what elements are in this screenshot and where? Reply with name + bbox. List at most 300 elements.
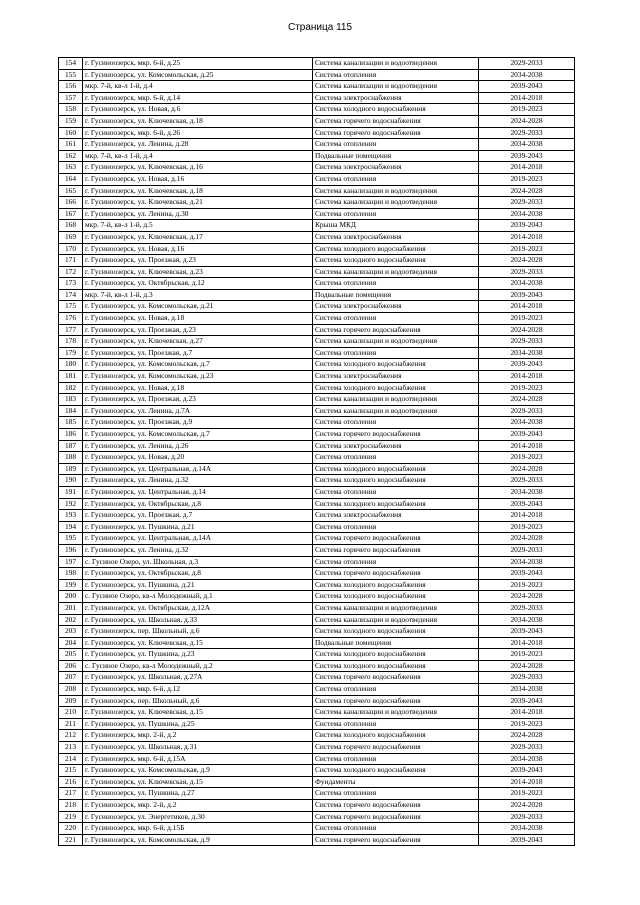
address-cell: г. Гусиноозерск, ул. Центральная, д.14А [83, 463, 313, 475]
table-row [59, 104, 575, 116]
system-cell: Система канализации и водоотведения [313, 405, 479, 417]
system-cell: Система электроснабжения [313, 510, 479, 522]
address-cell: г. Гусиноозерск, ул. Проезжая, д.23 [83, 255, 313, 267]
row-number-cell: 189 [59, 463, 83, 475]
repair-schedule-table [58, 57, 575, 846]
period-cell: 2039-2043 [479, 359, 575, 371]
address-cell: г. Гусиноозерск, ул. Школьная, д.27А [83, 672, 313, 684]
system-cell: Подвальные помещения [313, 150, 479, 162]
address-cell: г. Гусиноозерск, ул. Комсомольская, д.23 [83, 371, 313, 383]
system-cell: Система отопления [313, 486, 479, 498]
address-cell: г. Гусиноозерск, ул. Центральная, д.14 [83, 486, 313, 498]
row-number-cell: 174 [59, 289, 83, 301]
row-number-cell: 209 [59, 695, 83, 707]
period-cell: 2034-2038 [479, 486, 575, 498]
address-cell: г. Гусиноозерск, ул. Ключевская, д.27 [83, 336, 313, 348]
row-number-cell: 192 [59, 498, 83, 510]
row-number-cell: 186 [59, 429, 83, 441]
address-cell: г. Гусиноозерск, ул. Ключевская, д.15 [83, 637, 313, 649]
period-cell: 2029-2033 [479, 197, 575, 209]
system-cell: Система электроснабжения [313, 301, 479, 313]
system-cell: Система холодного водоснабжения [313, 591, 479, 603]
address-cell: г. Гусиноозерск, ул. Ключевская, д.15 [83, 776, 313, 788]
address-cell: г. Гусиноозерск, ул. Октябрьская, д.8 [83, 498, 313, 510]
address-cell: г. Гусиноозерск, мкр. 6-й, д.12 [83, 684, 313, 696]
row-number-cell: 187 [59, 440, 83, 452]
table-row [59, 139, 575, 151]
table-row [59, 765, 575, 777]
system-cell: Система электроснабжения [313, 440, 479, 452]
table-row [59, 301, 575, 313]
period-cell: 2034-2038 [479, 139, 575, 151]
row-number-cell: 181 [59, 371, 83, 383]
address-cell: мкр. 7-й, кв-л 1-й, д.3 [83, 289, 313, 301]
address-cell: г. Гусиноозерск, ул. Ленина, д.7А [83, 405, 313, 417]
table-row [59, 347, 575, 359]
period-cell: 2029-2033 [479, 602, 575, 614]
row-number-cell: 211 [59, 718, 83, 730]
period-cell: 2029-2033 [479, 811, 575, 823]
row-number-cell: 215 [59, 765, 83, 777]
row-number-cell: 173 [59, 278, 83, 290]
row-number-cell: 179 [59, 347, 83, 359]
system-cell: Подвальные помещения [313, 637, 479, 649]
system-cell: Система отопления [313, 521, 479, 533]
system-cell: Система отопления [313, 417, 479, 429]
address-cell: г. Гусиноозерск, ул. Ключевская, д.18 [83, 115, 313, 127]
table-row [59, 684, 575, 696]
table-row [59, 185, 575, 197]
table-row [59, 173, 575, 185]
row-number-cell: 190 [59, 475, 83, 487]
period-cell: 2039-2043 [479, 429, 575, 441]
system-cell: Система электроснабжения [313, 371, 479, 383]
row-number-cell: 202 [59, 614, 83, 626]
period-cell: 2029-2033 [479, 266, 575, 278]
row-number-cell: 164 [59, 173, 83, 185]
period-cell: 2024-2028 [479, 591, 575, 603]
address-cell: г. Гусиноозерск, ул. Пушкина, д.21 [83, 579, 313, 591]
period-cell: 2014-2018 [479, 162, 575, 174]
row-number-cell: 166 [59, 197, 83, 209]
system-cell: Система горячего водоснабжения [313, 324, 479, 336]
system-cell: Система горячего водоснабжения [313, 544, 479, 556]
address-cell: г. Гусиноозерск, ул. Ленина, д.30 [83, 208, 313, 220]
address-cell: г. Гусиноозерск, ул. Новая, д.16 [83, 173, 313, 185]
address-cell: г. Гусиноозерск, ул. Школьная, д.33 [83, 614, 313, 626]
row-number-cell: 154 [59, 58, 83, 70]
period-cell: 2029-2033 [479, 544, 575, 556]
address-cell: г. Гусиноозерск, ул. Пушкина, д.23 [83, 649, 313, 661]
address-cell: г. Гусиноозерск, ул. Ключевская, д.21 [83, 197, 313, 209]
period-cell: 2034-2038 [479, 417, 575, 429]
system-cell: Система холодного водоснабжения [313, 765, 479, 777]
address-cell: г. Гусиноозерск, ул. Октябрьская, д.12А [83, 602, 313, 614]
period-cell: 2019-2023 [479, 382, 575, 394]
row-number-cell: 162 [59, 150, 83, 162]
period-cell: 2024-2028 [479, 185, 575, 197]
period-cell: 2039-2043 [479, 81, 575, 93]
period-cell: 2039-2043 [479, 498, 575, 510]
table-row [59, 69, 575, 81]
table-row [59, 197, 575, 209]
row-number-cell: 213 [59, 742, 83, 754]
address-cell: г. Гусиноозерск, ул. Пушкина, д.27 [83, 788, 313, 800]
table-row [59, 788, 575, 800]
row-number-cell: 201 [59, 602, 83, 614]
row-number-cell: 160 [59, 127, 83, 139]
table-row [59, 266, 575, 278]
row-number-cell: 169 [59, 231, 83, 243]
period-cell: 2024-2028 [479, 533, 575, 545]
table-row [59, 660, 575, 672]
row-number-cell: 217 [59, 788, 83, 800]
address-cell: г. Гусиноозерск, ул. Октябрьская, д.12 [83, 278, 313, 290]
row-number-cell: 170 [59, 243, 83, 255]
period-cell: 2024-2028 [479, 324, 575, 336]
table-row [59, 614, 575, 626]
table-row [59, 568, 575, 580]
system-cell: Система канализации и водоотведения [313, 602, 479, 614]
period-cell: 2019-2023 [479, 104, 575, 116]
system-cell: Подвальные помещения [313, 289, 479, 301]
table-row [59, 834, 575, 846]
table-row [59, 486, 575, 498]
table-row [59, 278, 575, 290]
address-cell: г. Гусиноозерск, пер. Школьный, д.6 [83, 626, 313, 638]
system-cell: Система электроснабжения [313, 231, 479, 243]
address-cell: г. Гусиноозерск, ул. Комсомольская, д.9 [83, 834, 313, 846]
period-cell: 2019-2023 [479, 649, 575, 661]
row-number-cell: 182 [59, 382, 83, 394]
address-cell: г. Гусиноозерск, мкр. 2-й, д.2 [83, 800, 313, 812]
address-cell: г. Гусиноозерск, мкр. 6-й, д.15Б [83, 823, 313, 835]
period-cell: 2034-2038 [479, 753, 575, 765]
period-cell: 2034-2038 [479, 684, 575, 696]
table-row [59, 707, 575, 719]
row-number-cell: 158 [59, 104, 83, 116]
address-cell: г. Гусиноозерск, ул. Новая, д.18 [83, 382, 313, 394]
system-cell: Система отопления [313, 556, 479, 568]
address-cell: г. Гусиноозерск, ул. Ленина, д.26 [83, 440, 313, 452]
system-cell: Система канализации и водоотведения [313, 197, 479, 209]
row-number-cell: 178 [59, 336, 83, 348]
system-cell: Система горячего водоснабжения [313, 742, 479, 754]
system-cell: Система холодного водоснабжения [313, 359, 479, 371]
table-row [59, 359, 575, 371]
period-cell: 2034-2038 [479, 556, 575, 568]
row-number-cell: 200 [59, 591, 83, 603]
system-cell: Система канализации и водоотведения [313, 185, 479, 197]
system-cell: Система отопления [313, 313, 479, 325]
address-cell: г. Гусиноозерск, ул. Проезжая, д.23 [83, 394, 313, 406]
system-cell: Фундаменты [313, 776, 479, 788]
system-cell: Система холодного водоснабжения [313, 649, 479, 661]
period-cell: 2019-2023 [479, 718, 575, 730]
system-cell: Система отопления [313, 788, 479, 800]
system-cell: Система горячего водоснабжения [313, 533, 479, 545]
table-row [59, 92, 575, 104]
row-number-cell: 177 [59, 324, 83, 336]
system-cell: Система канализации и водоотведения [313, 336, 479, 348]
address-cell: г. Гусиноозерск, ул. Комсомольская, д.7 [83, 359, 313, 371]
address-cell: мкр. 7-й, кв-л 1-й, д.5 [83, 220, 313, 232]
system-cell: Система холодного водоснабжения [313, 255, 479, 267]
table-row [59, 394, 575, 406]
table-row [59, 672, 575, 684]
period-cell: 2019-2023 [479, 243, 575, 255]
address-cell: г. Гусиноозерск, ул. Комсомольская, д.9 [83, 765, 313, 777]
system-cell: Система отопления [313, 823, 479, 835]
period-cell: 2039-2043 [479, 695, 575, 707]
row-number-cell: 221 [59, 834, 83, 846]
table-row [59, 208, 575, 220]
period-cell: 2039-2043 [479, 834, 575, 846]
address-cell: г. Гусиноозерск, ул. Энергетиков, д.30 [83, 811, 313, 823]
table-row [59, 556, 575, 568]
address-cell: г. Гусиноозерск, мкр. 6-й, д.26 [83, 127, 313, 139]
system-cell: Система холодного водоснабжения [313, 626, 479, 638]
table-row [59, 695, 575, 707]
address-cell: г. Гусиноозерск, ул. Ленина, д.32 [83, 544, 313, 556]
period-cell: 2024-2028 [479, 463, 575, 475]
address-cell: г. Гусиноозерск, ул. Новая, д.16 [83, 243, 313, 255]
table-row [59, 313, 575, 325]
address-cell: г. Гусиноозерск, мкр. 2-й, д.2 [83, 730, 313, 742]
system-cell: Система холодного водоснабжения [313, 475, 479, 487]
period-cell: 2014-2018 [479, 440, 575, 452]
table-row [59, 440, 575, 452]
row-number-cell: 214 [59, 753, 83, 765]
period-cell: 2034-2038 [479, 347, 575, 359]
system-cell: Система горячего водоснабжения [313, 568, 479, 580]
address-cell: г. Гусиноозерск, ул. Проезжая, д.23 [83, 324, 313, 336]
period-cell: 2019-2023 [479, 452, 575, 464]
table-row [59, 336, 575, 348]
period-cell: 2024-2028 [479, 800, 575, 812]
period-cell: 2014-2018 [479, 776, 575, 788]
period-cell: 2034-2038 [479, 614, 575, 626]
system-cell: Система горячего водоснабжения [313, 672, 479, 684]
address-cell: г. Гусиноозерск, ул. Ключевская, д.23 [83, 266, 313, 278]
system-cell: Система холодного водоснабжения [313, 730, 479, 742]
address-cell: мкр. 7-й, кв-л 1-й, д.4 [83, 150, 313, 162]
address-cell: г. Гусиноозерск, ул. Проезжая, д.9 [83, 417, 313, 429]
system-cell: Система канализации и водоотведения [313, 707, 479, 719]
row-number-cell: 172 [59, 266, 83, 278]
system-cell: Крыша МКД [313, 220, 479, 232]
row-number-cell: 204 [59, 637, 83, 649]
period-cell: 2029-2033 [479, 127, 575, 139]
address-cell: г. Гусиноозерск, пер. Школьный, д.6 [83, 695, 313, 707]
system-cell: Система горячего водоснабжения [313, 429, 479, 441]
address-cell: г. Гусиноозерск, ул. Ключевская, д.16 [83, 162, 313, 174]
system-cell: Система холодного водоснабжения [313, 243, 479, 255]
period-cell: 2019-2023 [479, 313, 575, 325]
period-cell: 2034-2038 [479, 208, 575, 220]
address-cell: с. Гусиное Озеро, кв-л Молодежный, д.1 [83, 591, 313, 603]
address-cell: г. Гусиноозерск, ул. Центральная, д.14А [83, 533, 313, 545]
system-cell: Система горячего водоснабжения [313, 800, 479, 812]
table-row [59, 753, 575, 765]
system-cell: Система холодного водоснабжения [313, 463, 479, 475]
row-number-cell: 155 [59, 69, 83, 81]
row-number-cell: 157 [59, 92, 83, 104]
period-cell: 2039-2043 [479, 626, 575, 638]
row-number-cell: 197 [59, 556, 83, 568]
table-row [59, 162, 575, 174]
address-cell: с. Гусиное Озеро, кв-л Молодежный, д.2 [83, 660, 313, 672]
system-cell: Система горячего водоснабжения [313, 127, 479, 139]
row-number-cell: 176 [59, 313, 83, 325]
table-row [59, 382, 575, 394]
row-number-cell: 163 [59, 162, 83, 174]
period-cell: 2024-2028 [479, 660, 575, 672]
row-number-cell: 206 [59, 660, 83, 672]
period-cell: 2024-2028 [479, 255, 575, 267]
address-cell: г. Гусиноозерск, ул. Комсомольская, д.21 [83, 301, 313, 313]
period-cell: 2039-2043 [479, 289, 575, 301]
address-cell: г. Гусиноозерск, мкр. 6-й, д.15А [83, 753, 313, 765]
address-cell: мкр. 7-й, кв-л 1-й, д.4 [83, 81, 313, 93]
system-cell: Система отопления [313, 278, 479, 290]
period-cell: 2029-2033 [479, 672, 575, 684]
address-cell: с. Гусиное Озеро, ул. Школьная, д.3 [83, 556, 313, 568]
system-cell: Система холодного водоснабжения [313, 382, 479, 394]
table-row [59, 533, 575, 545]
system-cell: Система отопления [313, 69, 479, 81]
table-row [59, 637, 575, 649]
address-cell: г. Гусиноозерск, ул. Проезжая, д.7 [83, 510, 313, 522]
system-cell: Система канализации и водоотведения [313, 266, 479, 278]
system-cell: Система отопления [313, 753, 479, 765]
period-cell: 2014-2018 [479, 707, 575, 719]
period-cell: 2029-2033 [479, 336, 575, 348]
table-row [59, 626, 575, 638]
table-row [59, 452, 575, 464]
period-cell: 2019-2023 [479, 788, 575, 800]
period-cell: 2034-2038 [479, 278, 575, 290]
table-row [59, 602, 575, 614]
table-row [59, 324, 575, 336]
period-cell: 2014-2018 [479, 510, 575, 522]
row-number-cell: 196 [59, 544, 83, 556]
table-row [59, 730, 575, 742]
row-number-cell: 198 [59, 568, 83, 580]
period-cell: 2014-2018 [479, 92, 575, 104]
row-number-cell: 208 [59, 684, 83, 696]
system-cell: Система канализации и водоотведения [313, 394, 479, 406]
period-cell: 2014-2018 [479, 301, 575, 313]
period-cell: 2024-2028 [479, 394, 575, 406]
row-number-cell: 207 [59, 672, 83, 684]
period-cell: 2039-2043 [479, 150, 575, 162]
address-cell: г. Гусиноозерск, ул. Октябрьская, д.8 [83, 568, 313, 580]
row-number-cell: 175 [59, 301, 83, 313]
row-number-cell: 168 [59, 220, 83, 232]
period-cell: 2029-2033 [479, 742, 575, 754]
table-row [59, 150, 575, 162]
system-cell: Система отопления [313, 208, 479, 220]
system-cell: Система отопления [313, 684, 479, 696]
table-row [59, 649, 575, 661]
table-row [59, 544, 575, 556]
table-row [59, 220, 575, 232]
address-cell: г. Гусиноозерск, ул. Ключевская, д.15 [83, 707, 313, 719]
system-cell: Система холодного водоснабжения [313, 660, 479, 672]
system-cell: Система горячего водоснабжения [313, 695, 479, 707]
table-row [59, 498, 575, 510]
row-number-cell: 183 [59, 394, 83, 406]
table-row [59, 81, 575, 93]
system-cell: Система канализации и водоотведения [313, 81, 479, 93]
period-cell: 2029-2033 [479, 405, 575, 417]
row-number-cell: 185 [59, 417, 83, 429]
period-cell: 2014-2018 [479, 371, 575, 383]
system-cell: Система горячего водоснабжения [313, 811, 479, 823]
table-row [59, 475, 575, 487]
row-number-cell: 184 [59, 405, 83, 417]
period-cell: 2039-2043 [479, 220, 575, 232]
address-cell: г. Гусиноозерск, ул. Новая, д.18 [83, 313, 313, 325]
system-cell: Система горячего водоснабжения [313, 115, 479, 127]
page-header: Страница 115 [287, 22, 353, 33]
table-row [59, 811, 575, 823]
system-cell: Система горячего водоснабжения [313, 834, 479, 846]
period-cell: 2034-2038 [479, 823, 575, 835]
address-cell: г. Гусиноозерск, ул. Ленина, д.28 [83, 139, 313, 151]
table-row [59, 417, 575, 429]
address-cell: г. Гусиноозерск, ул. Ленина, д.32 [83, 475, 313, 487]
row-number-cell: 219 [59, 811, 83, 823]
row-number-cell: 156 [59, 81, 83, 93]
period-cell: 2029-2033 [479, 58, 575, 70]
table-row [59, 243, 575, 255]
table-row [59, 823, 575, 835]
system-cell: Система отопления [313, 173, 479, 185]
address-cell: г. Гусиноозерск, ул. Комсомольская, д.7 [83, 429, 313, 441]
row-number-cell: 165 [59, 185, 83, 197]
row-number-cell: 167 [59, 208, 83, 220]
address-cell: г. Гусиноозерск, ул. Проезжая, д.7 [83, 347, 313, 359]
system-cell: Система канализации и водоотведения [313, 614, 479, 626]
row-number-cell: 218 [59, 800, 83, 812]
address-cell: г. Гусиноозерск, ул. Пушкина, д.21 [83, 521, 313, 533]
row-number-cell: 159 [59, 115, 83, 127]
period-cell: 2019-2023 [479, 579, 575, 591]
system-cell: Система холодного водоснабжения [313, 104, 479, 116]
period-cell: 2024-2028 [479, 115, 575, 127]
table-row [59, 255, 575, 267]
row-number-cell: 210 [59, 707, 83, 719]
row-number-cell: 194 [59, 521, 83, 533]
table-row [59, 429, 575, 441]
address-cell: г. Гусиноозерск, ул. Ключевская, д.17 [83, 231, 313, 243]
period-cell: 2029-2033 [479, 475, 575, 487]
table-row [59, 579, 575, 591]
row-number-cell: 212 [59, 730, 83, 742]
row-number-cell: 220 [59, 823, 83, 835]
period-cell: 2019-2023 [479, 521, 575, 533]
table-row [59, 718, 575, 730]
system-cell: Система отопления [313, 718, 479, 730]
address-cell: г. Гусиноозерск, ул. Комсомольская, д.25 [83, 69, 313, 81]
system-cell: Система отопления [313, 347, 479, 359]
table-row [59, 776, 575, 788]
row-number-cell: 199 [59, 579, 83, 591]
table-row [59, 115, 575, 127]
period-cell: 2019-2023 [479, 173, 575, 185]
